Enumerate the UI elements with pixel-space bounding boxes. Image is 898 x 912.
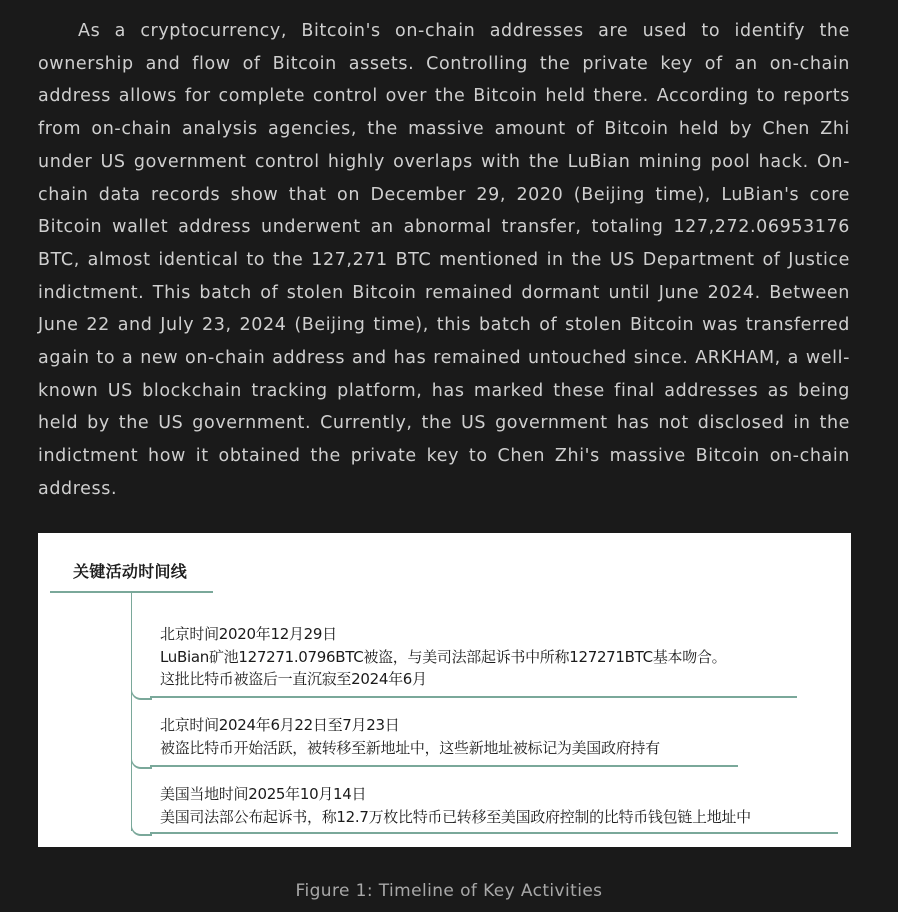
timeline-item-detail: 美国司法部公布起诉书，称12.7万枚比特币已转移至美国政府控制的比特币钱包链上地址中 <box>160 807 751 826</box>
timeline-connector <box>131 684 152 700</box>
article-paragraph: As a cryptocurrency, Bitcoin's on-chain addresses are used to identify the ownership and flow of Bitcoin assets. Controlling the private key of an on-chain address allows for complete control over the Bitcoin held there. According to reports from on-chain analysis agencies, the massive amount of Bitcoin held by Chen Zhi under US government control highly overlaps with the LuBian mining pool hack. On-chain data records show that on December 29, 2020 (Beijing time), LuBian's core Bitcoin wallet address underwent an abnormal transfer, totaling 127,272.06953176 BTC, almost identical to the 127,271 BTC mentioned in the US Department of Justice indictment. This batch of stolen Bitcoin remained dormant until June 2024. Between June 22 and July 23, 2024 (Beijing time), this batch of stolen Bitcoin was transferred again to a new on-chain address and has remained untouched since. ARKHAM, a well-known US blockchain tracking platform, has marked these final addresses as being held by the US government. Currently, the US government has not disclosed in the indictment how it obtained the private key to Chen Zhi's massive Bitcoin on-chain address. <box>38 21 850 499</box>
timeline-connector <box>131 820 152 836</box>
timeline-item-date: 北京时间2024年6月22日至7月23日 <box>160 716 400 734</box>
timeline-item-date: 北京时间2020年12月29日 <box>160 625 337 643</box>
timeline-title: 关键活动时间线 <box>73 562 188 581</box>
timeline-spine <box>131 593 132 831</box>
timeline-item-date: 美国当地时间2025年10月14日 <box>160 785 367 803</box>
timeline-figure <box>38 533 851 847</box>
timeline-connector <box>131 753 152 769</box>
timeline-item-2025 <box>160 783 751 828</box>
timeline-item-detail: 被盗比特币开始活跃，被转移至新地址中，这些新地址被标记为美国政府持有 <box>160 738 660 757</box>
figure-caption: Figure 1: Timeline of Key Activities <box>295 881 603 901</box>
timeline-item-underline <box>150 765 738 767</box>
timeline-item-detail: 这批比特币被盗后一直沉寂至2024年6月 <box>160 670 427 688</box>
timeline-item-detail: LuBian矿池127271.0796BTC被盗，与美司法部起诉书中所称127271BTC基本吻合。 <box>160 647 727 666</box>
timeline-item-underline <box>150 832 838 834</box>
timeline-item-2020 <box>160 623 726 691</box>
timeline-item-underline <box>150 696 797 698</box>
timeline-item-2024 <box>160 714 660 759</box>
